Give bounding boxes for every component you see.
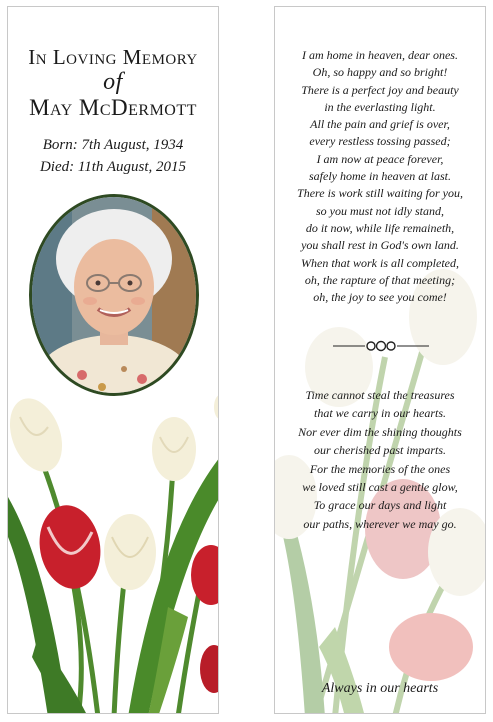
tribute-line: For the memories of the ones <box>309 461 451 476</box>
poem-line: safely home in heaven at last. <box>309 169 451 184</box>
bookmark-back <box>274 6 486 714</box>
tribute-line: To grace our days and light <box>313 498 447 513</box>
tribute-line: we loved still cast a gentle glow, <box>302 480 458 495</box>
poem-line: There is a perfect joy and beauty <box>301 82 459 97</box>
deceased-name: May McDermott <box>29 95 197 120</box>
tulip-bouquet <box>8 387 219 714</box>
tribute-line: Time cannot steal the treasures <box>305 388 455 402</box>
closing-sentiment: Always in our hearts <box>321 681 439 696</box>
poem-line: I am now at peace forever, <box>316 151 444 166</box>
poem-line: When that work is all completed, <box>301 255 459 270</box>
poem-line: There is work still waiting for you, <box>297 186 463 201</box>
scroll-ornament-icon <box>333 339 429 358</box>
bookmark-front <box>7 6 219 714</box>
poem-line: so you must not idly stand, <box>316 203 444 218</box>
poem-line: Oh, so happy and so bright! <box>312 65 448 80</box>
tribute-verse <box>275 386 485 533</box>
death-date: Died: 11th August, 2015 <box>39 159 187 175</box>
portrait-photo <box>29 194 199 396</box>
poem-line: in the everlasting light. <box>324 99 436 114</box>
poem-line: I am home in heaven, dear ones. <box>302 48 458 62</box>
tribute-line: that we carry in our hearts. <box>314 406 446 421</box>
poem-verse <box>275 47 485 306</box>
tribute-line: Nor ever dim the shining thoughts <box>298 424 462 439</box>
tribute-line: our paths, wherever we may go. <box>303 516 457 531</box>
heading-connector: of <box>103 69 123 95</box>
memorial-heading: In Loving Memory <box>28 45 198 69</box>
poem-line: All the pain and grief is over, <box>310 117 450 132</box>
poem-line: you shall rest in God's own land. <box>301 238 459 253</box>
poem-line: oh, the joy to see you come! <box>313 290 447 305</box>
tribute-line: our cherished past imparts. <box>314 443 446 458</box>
poem-line: oh, the rapture of that meeting; <box>304 272 456 287</box>
poem-line: do it now, while life remaineth, <box>305 220 455 235</box>
poem-line: every restless tossing passed; <box>309 134 451 149</box>
birth-date: Born: 7th August, 1934 <box>42 137 184 153</box>
